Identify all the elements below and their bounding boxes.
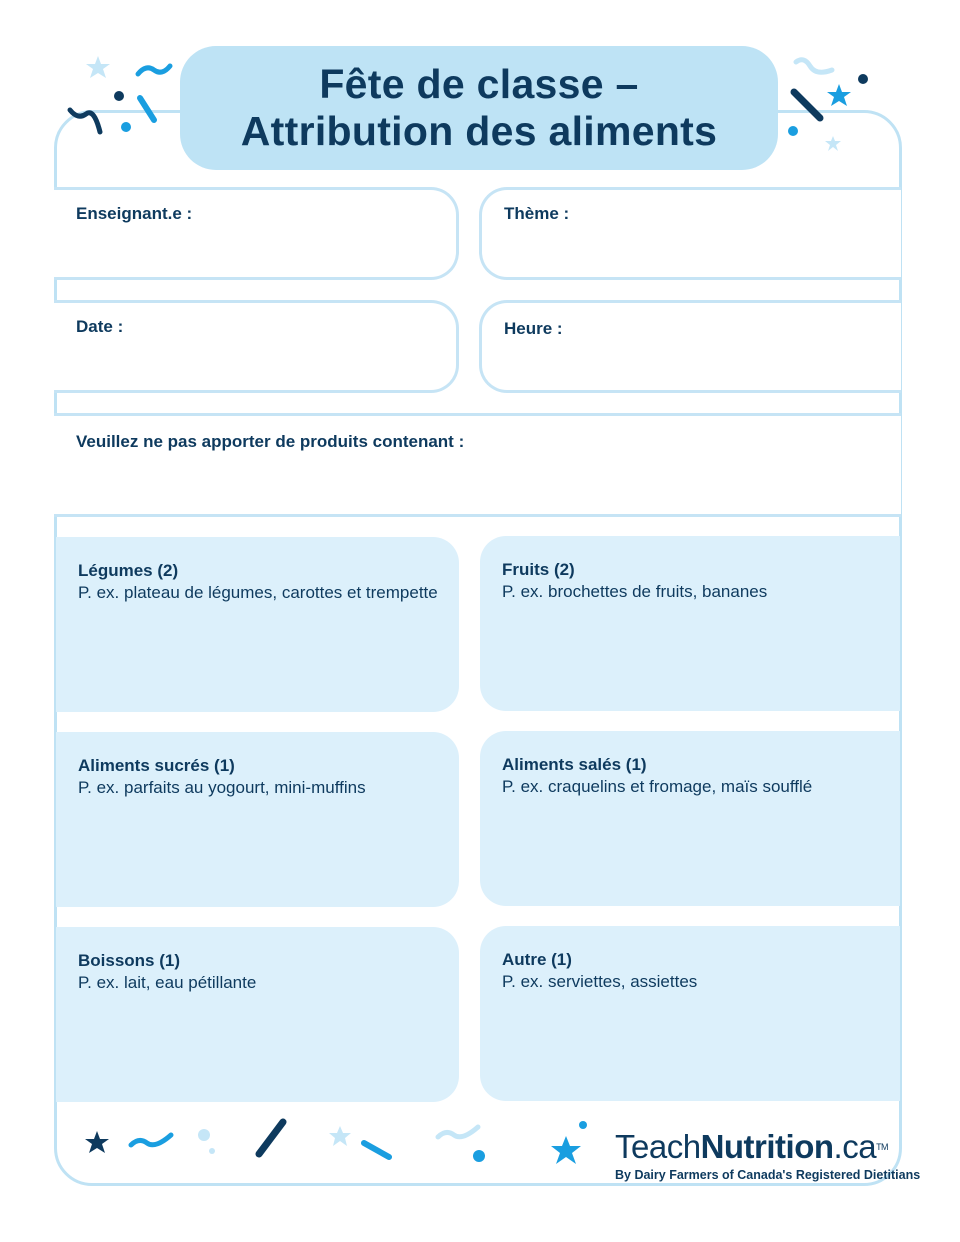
squiggle-icon <box>138 66 170 74</box>
date-label: Date : <box>76 317 124 336</box>
teacher-label: Enseignant.e : <box>76 204 193 223</box>
time-label: Heure : <box>504 319 563 338</box>
stick-icon <box>140 98 154 120</box>
food-panel-title: Aliments sucrés (1) <box>78 756 235 775</box>
date-field[interactable] <box>54 300 459 393</box>
dot-icon <box>209 1148 215 1154</box>
squiggle-icon <box>70 110 100 132</box>
stick-icon <box>259 1122 283 1154</box>
logo-teach: Teach <box>615 1128 701 1165</box>
dot-icon <box>788 126 798 136</box>
squiggle-icon <box>796 60 832 73</box>
food-panel-example: P. ex. serviettes, assiettes <box>502 972 698 991</box>
theme-field[interactable] <box>479 187 901 280</box>
food-panel-vegetables[interactable] <box>56 537 459 712</box>
squiggle-icon <box>438 1127 478 1137</box>
logo-wordmark <box>615 1128 905 1166</box>
food-panel-title: Boissons (1) <box>78 951 181 970</box>
logo-nutrition: Nutrition <box>700 1128 834 1165</box>
allergens-label: Veuillez ne pas apporter de produits contenant : <box>76 432 465 451</box>
squiggle-icon <box>131 1135 171 1145</box>
teacher-field[interactable] <box>54 187 459 280</box>
time-field[interactable] <box>479 300 901 393</box>
logo-domain: .ca <box>833 1128 877 1165</box>
star-icon <box>85 1131 109 1153</box>
dot-icon <box>858 74 868 84</box>
food-panel-example: P. ex. craquelins et fromage, maïs soufflé <box>502 777 813 796</box>
logo-trademark: TM <box>876 1142 889 1152</box>
food-panel-fruits[interactable] <box>480 536 900 711</box>
allergens-field[interactable] <box>54 413 901 517</box>
food-panel-title: Légumes (2) <box>78 561 179 580</box>
star-icon <box>86 56 110 78</box>
dot-icon <box>473 1150 485 1162</box>
food-panel-salty[interactable] <box>480 731 900 906</box>
food-panel-example: P. ex. brochettes de fruits, bananes <box>502 582 768 601</box>
food-panel-title: Autre (1) <box>502 950 572 969</box>
dot-icon <box>114 91 124 101</box>
dot-icon <box>198 1129 210 1141</box>
star-icon <box>827 84 851 106</box>
food-panel-example: P. ex. plateau de légumes, carottes et trempette <box>78 583 438 602</box>
star-icon <box>551 1136 581 1164</box>
food-panel-title: Aliments salés (1) <box>502 755 647 774</box>
stick-icon <box>794 92 820 118</box>
dot-icon <box>121 122 131 132</box>
star-icon <box>329 1126 351 1146</box>
dot-icon <box>579 1121 587 1129</box>
page-title-line-1: Fête de classe – <box>319 61 639 107</box>
food-panel-example: P. ex. lait, eau pétillante <box>78 973 257 992</box>
theme-label: Thème : <box>504 204 570 223</box>
teachnutrition-logo <box>615 1128 921 1182</box>
star-icon <box>825 136 841 151</box>
page-title-line-2: Attribution des aliments <box>240 108 718 154</box>
food-panel-other[interactable] <box>480 926 900 1101</box>
logo-tagline: By Dairy Farmers of Canada's Registered Dietitians <box>615 1168 921 1182</box>
food-panel-drinks[interactable] <box>56 927 459 1102</box>
food-panel-sweets[interactable] <box>56 732 459 907</box>
title-banner <box>180 46 778 170</box>
food-panel-example: P. ex. parfaits au yogourt, mini-muffins <box>78 778 366 797</box>
stick-icon <box>364 1143 389 1157</box>
food-panel-title: Fruits (2) <box>502 560 575 579</box>
